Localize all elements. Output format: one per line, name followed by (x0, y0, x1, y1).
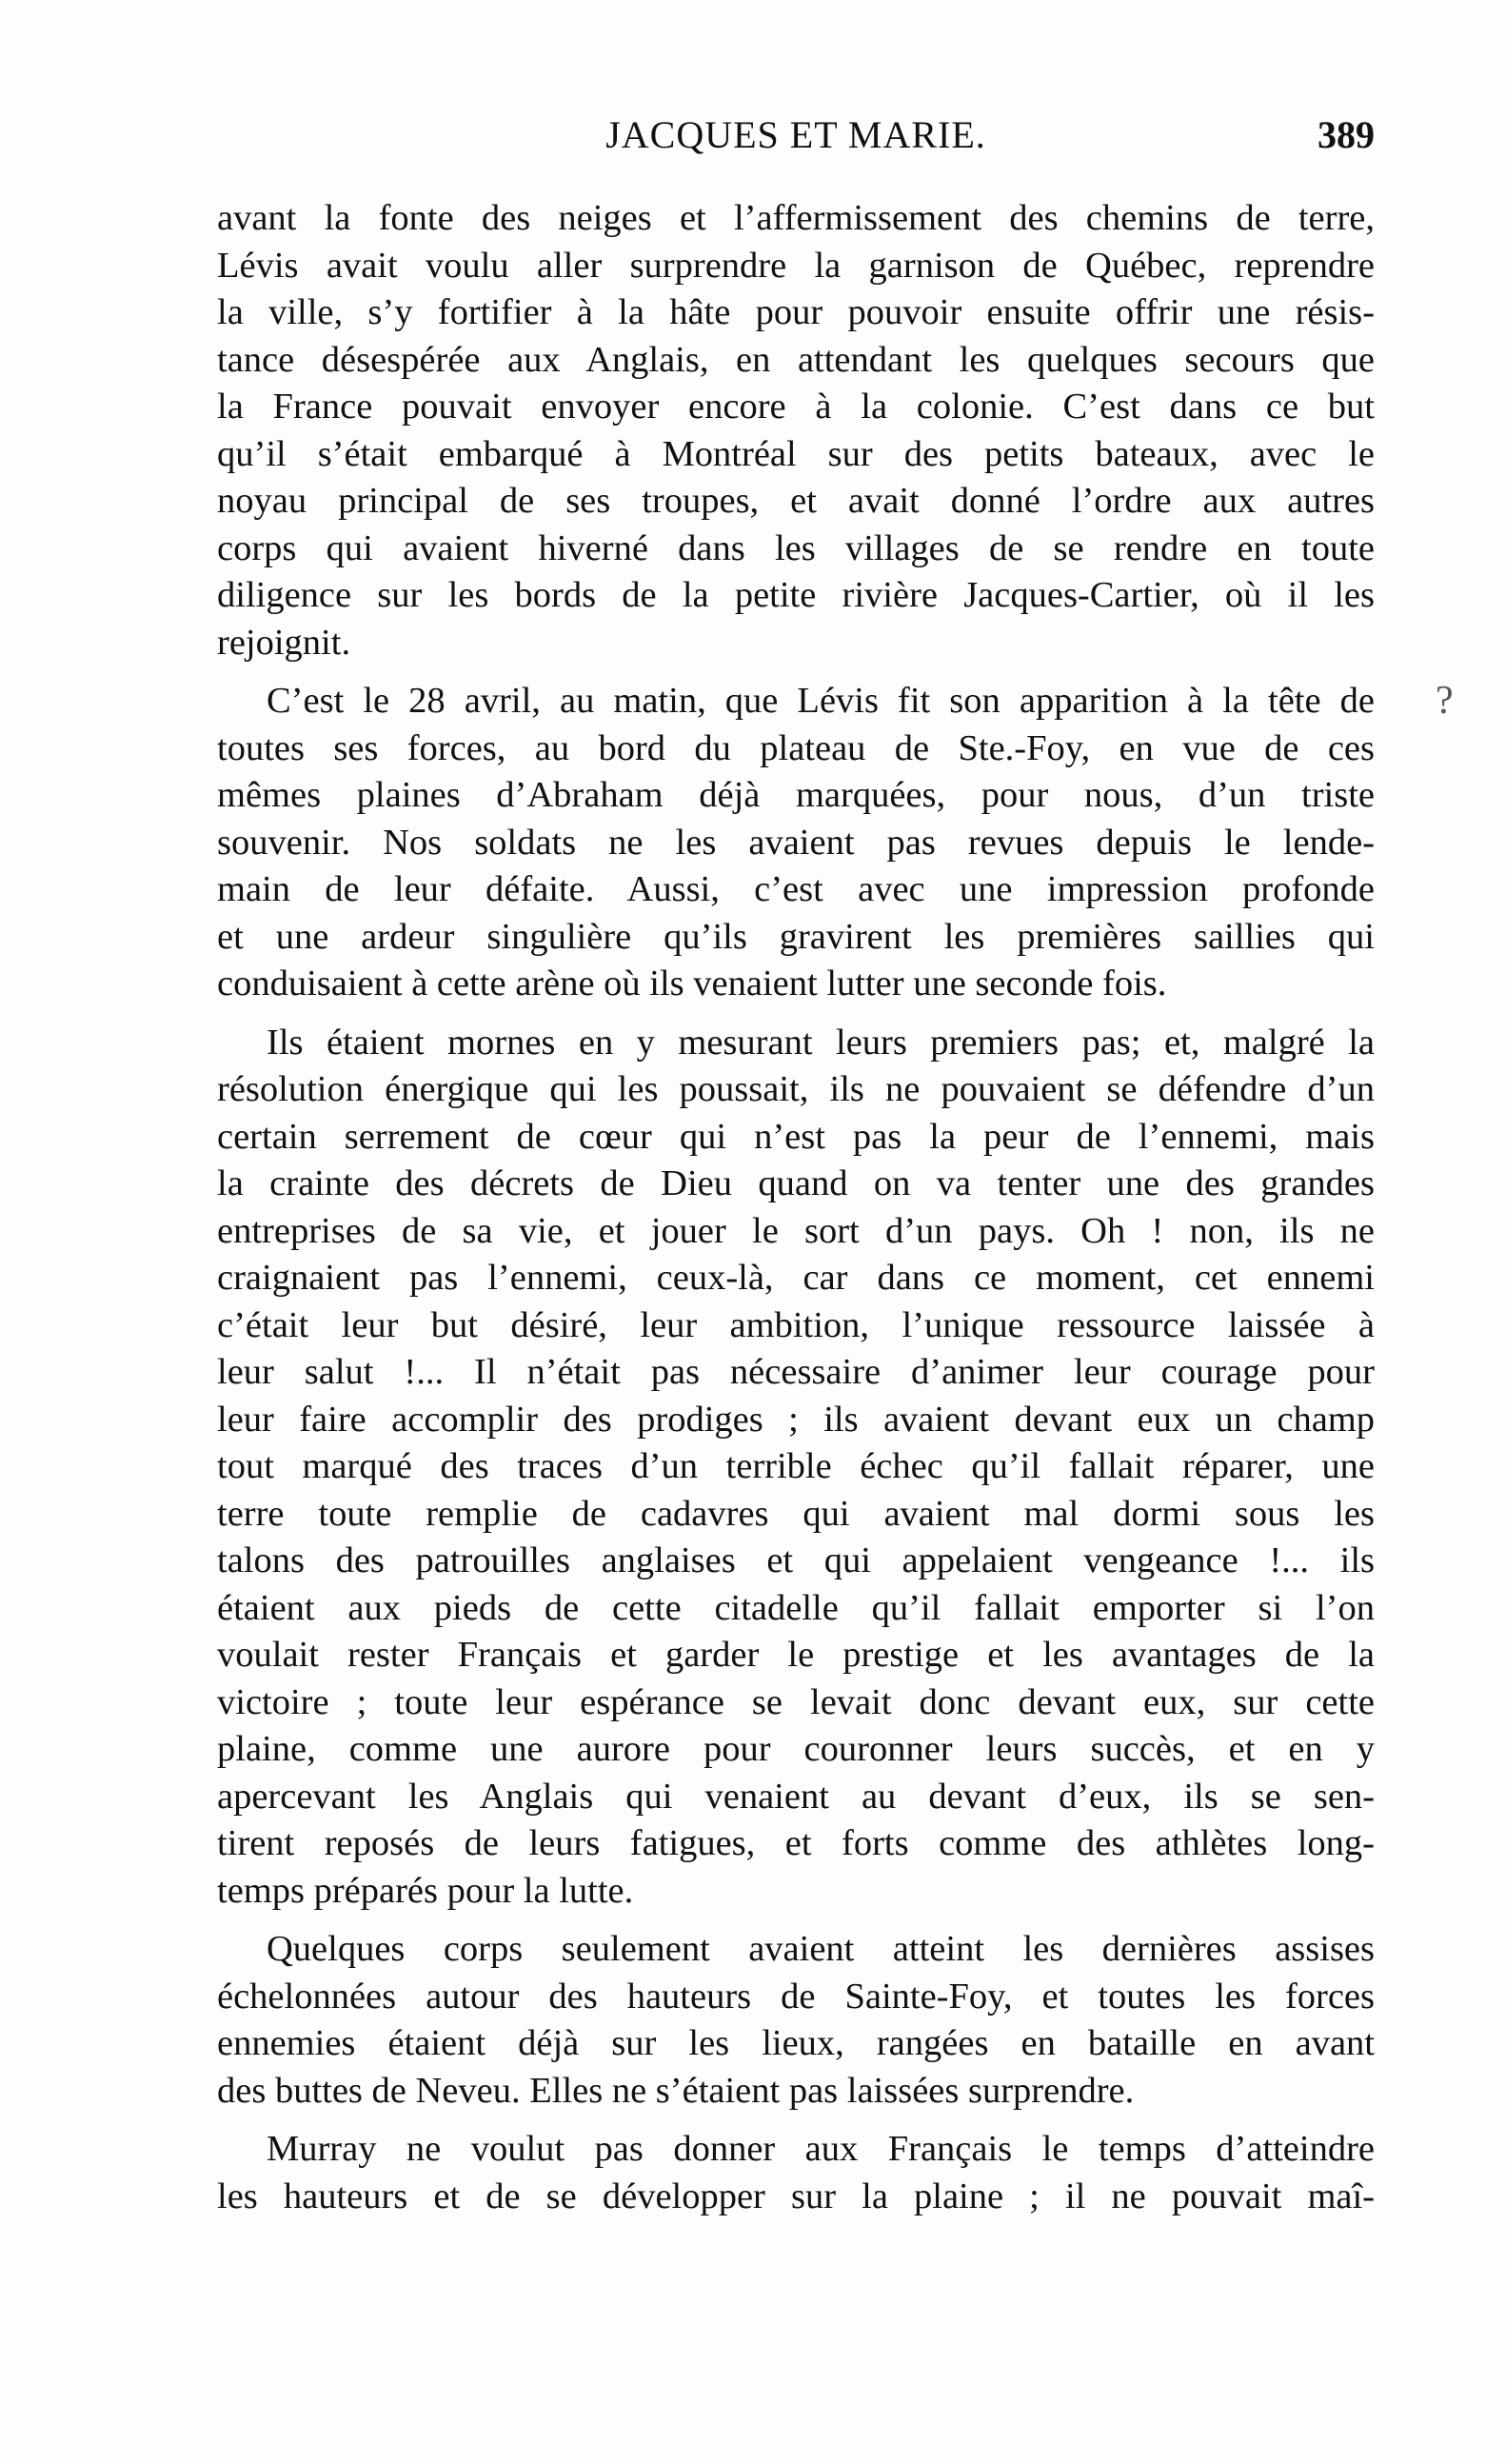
paragraph-gap (217, 666, 1375, 678)
paragraph-gap (217, 1008, 1375, 1020)
text-line: résolution énergique qui les poussait, ils ne pouvaient se défendre d’un (217, 1069, 1375, 1109)
text-line: temps préparés pour la lutte. (217, 1870, 634, 1911)
text-line: toutes ses forces, au bord du plateau de Ste.-Foy, en vue de ces (217, 727, 1375, 768)
text-line: apercevant les Anglais qui venaient au devant d’eux, ils se sen- (217, 1776, 1375, 1817)
text-line: c’était leur but désiré, leur ambition, l’unique ressource laissée à (217, 1304, 1375, 1345)
text-line: étaient aux pieds de cette citadelle qu’il fallait emporter si l’on (217, 1587, 1375, 1628)
text-line: certain serrement de cœur qui n’est pas la peur de l’ennemi, mais (217, 1116, 1375, 1157)
text-line: corps qui avaient hiverné dans les villages de se rendre en toute (217, 527, 1375, 568)
text-line: conduisaient à cette arène où ils venaient lutter une seconde fois. (217, 964, 1167, 1003)
text-line: C’est le 28 avril, au matin, que Lévis fit son apparition à la tête de (267, 681, 1375, 721)
text-line: et une ardeur singulière qu’ils gravirent les premières saillies qui (217, 916, 1375, 957)
paragraph (217, 195, 1375, 666)
paragraph (217, 1020, 1375, 1916)
paragraph (217, 2126, 1375, 2220)
text-line: échelonnées autour des hauteurs de Sainte-Foy, et toutes les forces (217, 1976, 1375, 2017)
text-line: main de leur défaite. Aussi, c’est avec une impression profonde (217, 869, 1375, 909)
text-line: tance désespérée aux Anglais, en attendant les quelques secours que (217, 339, 1375, 380)
running-title: JACQUES ET MARIE. (605, 113, 986, 156)
body-text (217, 195, 1375, 2220)
paragraph (217, 1926, 1375, 2115)
paragraph (217, 678, 1375, 1008)
running-header (217, 112, 1375, 169)
page-number: 389 (1318, 113, 1375, 156)
text-line: diligence sur les bords de la petite rivière Jacques-Cartier, où il les (217, 575, 1375, 615)
text-line: souvenir. Nos soldats ne les avaient pas revues depuis le lende- (217, 822, 1375, 863)
text-line: la France pouvait envoyer encore à la colonie. C’est dans ce but (217, 387, 1375, 427)
text-line: Murray ne voulut pas donner aux Français le temps d’atteindre (267, 2129, 1375, 2169)
text-line: des buttes de Neveu. Elles ne s’étaient pas laissées surprendre. (217, 2070, 1135, 2111)
text-line: terre toute remplie de cadavres qui avaient mal dormi sous les (217, 1493, 1375, 1534)
text-line: entreprises de sa vie, et jouer le sort d’un pays. Oh ! non, ils ne (217, 1210, 1375, 1251)
text-line: leur faire accomplir des prodiges ; ils avaient devant eux un champ (217, 1399, 1375, 1440)
text-line: noyau principal de ses troupes, et avait donné l’ordre aux autres (217, 481, 1375, 521)
text-line: la crainte des décrets de Dieu quand on va tenter une des grandes (217, 1163, 1375, 1203)
text-line: la ville, s’y fortifier à la hâte pour pouvoir ensuite offrir une résis- (217, 292, 1375, 332)
text-line: plaine, comme une aurore pour couronner leurs succès, et en y (217, 1729, 1375, 1769)
text-line: leur salut !... Il n’était pas nécessaire d’animer leur courage pour (217, 1352, 1375, 1392)
text-line: tout marqué des traces d’un terrible échec qu’il fallait réparer, une (217, 1446, 1375, 1486)
text-line: rejoignit. (217, 622, 351, 663)
text-line: ennemies étaient déjà sur les lieux, rangées en bataille en avant (217, 2023, 1375, 2063)
text-line: victoire ; toute leur espérance se levait donc devant eux, sur cette (217, 1681, 1375, 1722)
text-line: Quelques corps seulement avaient atteint les dernières assises (267, 1929, 1375, 1969)
text-line: mêmes plaines d’Abraham déjà marquées, pour nous, d’un triste (217, 775, 1375, 815)
text-line: voulait rester Français et garder le prestige et les avantages de la (217, 1635, 1375, 1675)
text-line: les hauteurs et de se développer sur la plaine ; il ne pouvait maî- (217, 2176, 1375, 2216)
text-line: avant la fonte des neiges et l’affermissement des chemins de terre, (217, 198, 1375, 238)
margin-annotation: ? (1436, 679, 1454, 723)
text-line: talons des patrouilles anglaises et qui appelaient vengeance !... ils (217, 1540, 1375, 1580)
text-line: qu’il s’était embarqué à Montréal sur des petits bateaux, avec le (217, 433, 1375, 474)
text-line: tirent reposés de leurs fatigues, et forts comme des athlètes long- (217, 1823, 1375, 1863)
text-line: Lévis avait voulu aller surprendre la garnison de Québec, reprendre (217, 245, 1375, 286)
paragraph-gap (217, 1915, 1375, 1926)
text-line: Ils étaient mornes en y mesurant leurs premiers pas; et, malgré la (267, 1022, 1375, 1063)
paragraph-gap (217, 2115, 1375, 2126)
text-line: craignaient pas l’ennemi, ceux-là, car dans ce moment, cet ennemi (217, 1258, 1375, 1298)
